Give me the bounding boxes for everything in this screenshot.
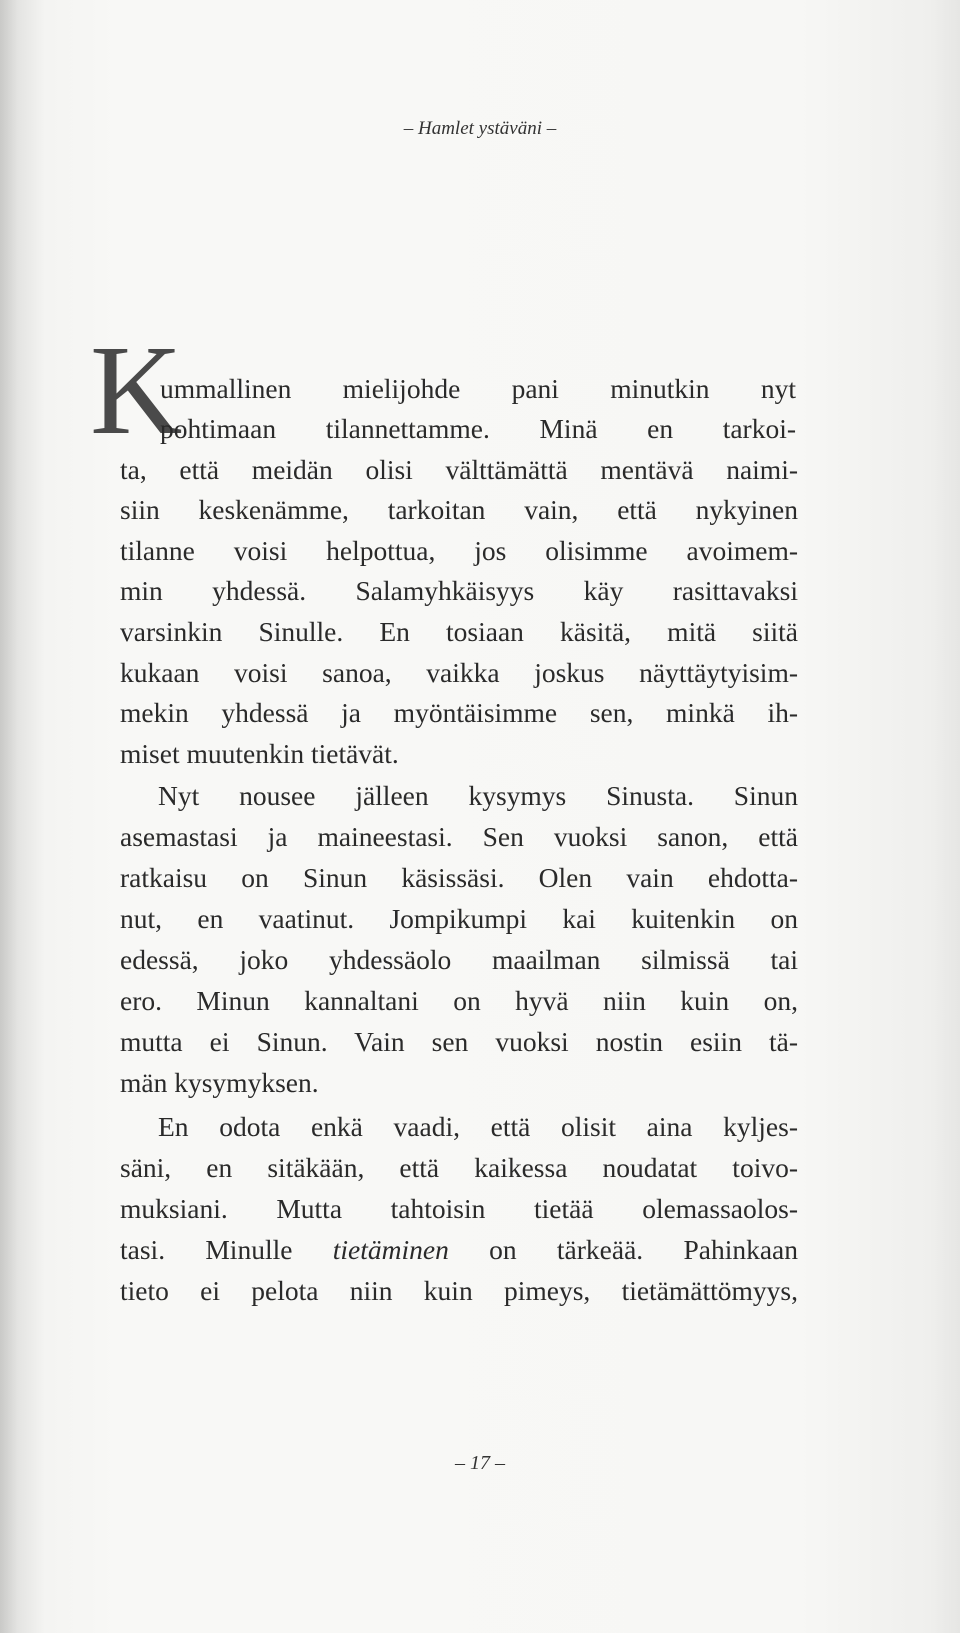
running-header: – Hamlet ystäväni –: [403, 118, 557, 139]
text-line: tieto ei pelota niin kuin pimeys, tietämättömyys,: [120, 1275, 798, 1306]
text-line: säni, en sitäkään, että kaikessa noudatat toivo-: [120, 1152, 798, 1183]
text-line: tilanne voisi helpottua, jos olisimme avoimem-: [120, 535, 798, 566]
text-segment: tasi. Minulle: [120, 1234, 293, 1265]
text-line: edessä, joko yhdessäolo maailman silmissä tai: [120, 944, 798, 975]
text-line: mekin yhdessä ja myöntäisimme sen, minkä ih-: [120, 697, 798, 728]
text-line: Nyt nousee jälleen kysymys Sinusta. Sinun: [158, 780, 798, 811]
page-number: – 17 –: [455, 1452, 505, 1474]
text-line: asemastasi ja maineestasi. Sen vuoksi sanon, että: [120, 821, 798, 852]
text-line: En odota enkä vaadi, että olisit aina kyljes-: [158, 1111, 798, 1142]
text-line: miset muutenkin tietävät.: [120, 738, 399, 769]
text-line: pohtimaan tilannettamme. Minä en tarkoi-: [160, 413, 796, 444]
text-line: ta, että meidän olisi välttämättä mentävä naimi-: [120, 454, 798, 485]
text-line: ero. Minun kannaltani on hyvä niin kuin on,: [120, 985, 798, 1016]
drop-cap: K: [90, 319, 183, 461]
emphasized-word: tietäminen: [332, 1234, 449, 1265]
text-line: siin keskenämme, tarkoitan vain, että nykyinen: [120, 494, 798, 525]
text-line: [120, 1233, 798, 1267]
text-line: ummallinen mielijohde pani minutkin nyt: [160, 373, 796, 404]
text-line: min yhdessä. Salamyhkäisyys käy rasittavaksi: [120, 575, 798, 606]
text-line: varsinkin Sinulle. En tosiaan käsitä, mitä siitä: [120, 616, 798, 647]
text-line: kukaan voisi sanoa, vaikka joskus näyttäytyisim-: [120, 657, 798, 688]
text-line: nut, en vaatinut. Jompikumpi kai kuitenkin on: [120, 903, 798, 934]
text-line: muksiani. Mutta tahtoisin tietää olemassaolos-: [120, 1193, 798, 1224]
text-segment: on tärkeää. Pahinkaan: [489, 1234, 798, 1265]
text-line: män kysymyksen.: [120, 1067, 319, 1098]
text-line: ratkaisu on Sinun käsissäsi. Olen vain ehdotta-: [120, 862, 798, 893]
text-line: mutta ei Sinun. Vain sen vuoksi nostin esiin tä-: [120, 1026, 798, 1057]
